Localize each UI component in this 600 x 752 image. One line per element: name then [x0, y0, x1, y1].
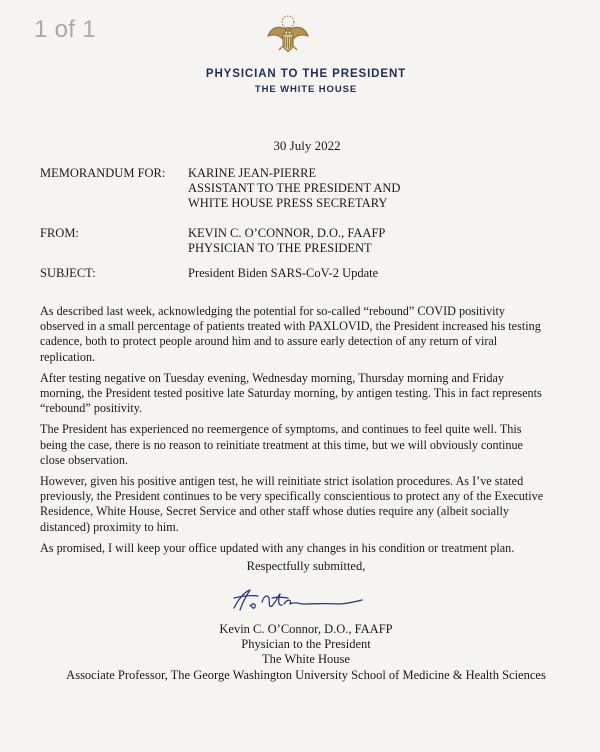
memo-date: 30 July 2022: [273, 138, 341, 153]
memo-from-label: FROM:: [40, 226, 79, 240]
signature-line: Kevin C. O’Connor, D.O., FAAFP: [219, 622, 393, 636]
memo-from-sender: [188, 226, 385, 256]
memo-for-line: WHITE HOUSE PRESS SECRETARY: [188, 196, 388, 210]
memo-from-line: PHYSICIAN TO THE PRESIDENT: [188, 241, 372, 255]
page-counter: 1 of 1: [34, 16, 96, 43]
memo-for-recipient: [188, 166, 400, 211]
memo-for-label: MEMORANDUM FOR:: [40, 166, 166, 180]
presidential-seal-icon: [265, 12, 311, 58]
body-paragraph: As described last week, acknowledging the potential for so-called “rebound” COVID positivity observed in a small percentage of patients treated with PAXLOVID, the President increased his testing cadence, both to protect people around him and to assure early detection of any return of viral replication.: [40, 304, 541, 364]
signature-line: The White House: [262, 652, 350, 667]
signature-line: Physician to the President: [241, 637, 371, 652]
body-paragraph: The President has experienced no reemergence of symptoms, and continues to feel quite well. This being the case, there is no reason to reinitiate treatment at this time, but we will obviously continue close observation.: [40, 422, 523, 467]
body-paragraph: After testing negative on Tuesday evening, Wednesday morning, Thursday morning and Friday morning, the President tested positive late Saturday morning, by antigen testing. This in fact represents “rebound” positivity.: [40, 370, 542, 416]
handwritten-signature: [228, 586, 368, 614]
signature-block: [0, 622, 600, 683]
closing-salutation: Respectfully submitted,: [246, 559, 366, 573]
memo-subject-label: SUBJECT:: [40, 266, 96, 280]
body-paragraph: As promised, I will keep your office updated with any changes in his condition or treatment plan.: [40, 540, 515, 555]
signature-line: Associate Professor, The George Washington University School of Medicine & Health Sciences: [66, 667, 546, 682]
memo-for-line: KARINE JEAN-PIERRE: [188, 166, 317, 180]
memo-for-line: ASSISTANT TO THE PRESIDENT AND: [188, 181, 401, 195]
letterhead-subtitle: THE WHITE HOUSE: [254, 84, 358, 95]
memo-body: [40, 304, 550, 562]
body-paragraph: However, given his positive antigen test, he will reinitiate strict isolation procedures. As I’ve stated previously, the President continues to be very specifically conscientious to protect any of the Executive Residence, White House, Secret Service and other staff whose duties require any (albeit socially distanced) proximity to him.: [40, 474, 544, 534]
letterhead-title: PHYSICIAN TO THE PRESIDENT: [205, 68, 407, 80]
memo-subject: President Biden SARS-CoV-2 Update: [188, 266, 379, 280]
memo-from-line: KEVIN C. O’CONNOR, D.O., FAAFP: [188, 226, 386, 240]
